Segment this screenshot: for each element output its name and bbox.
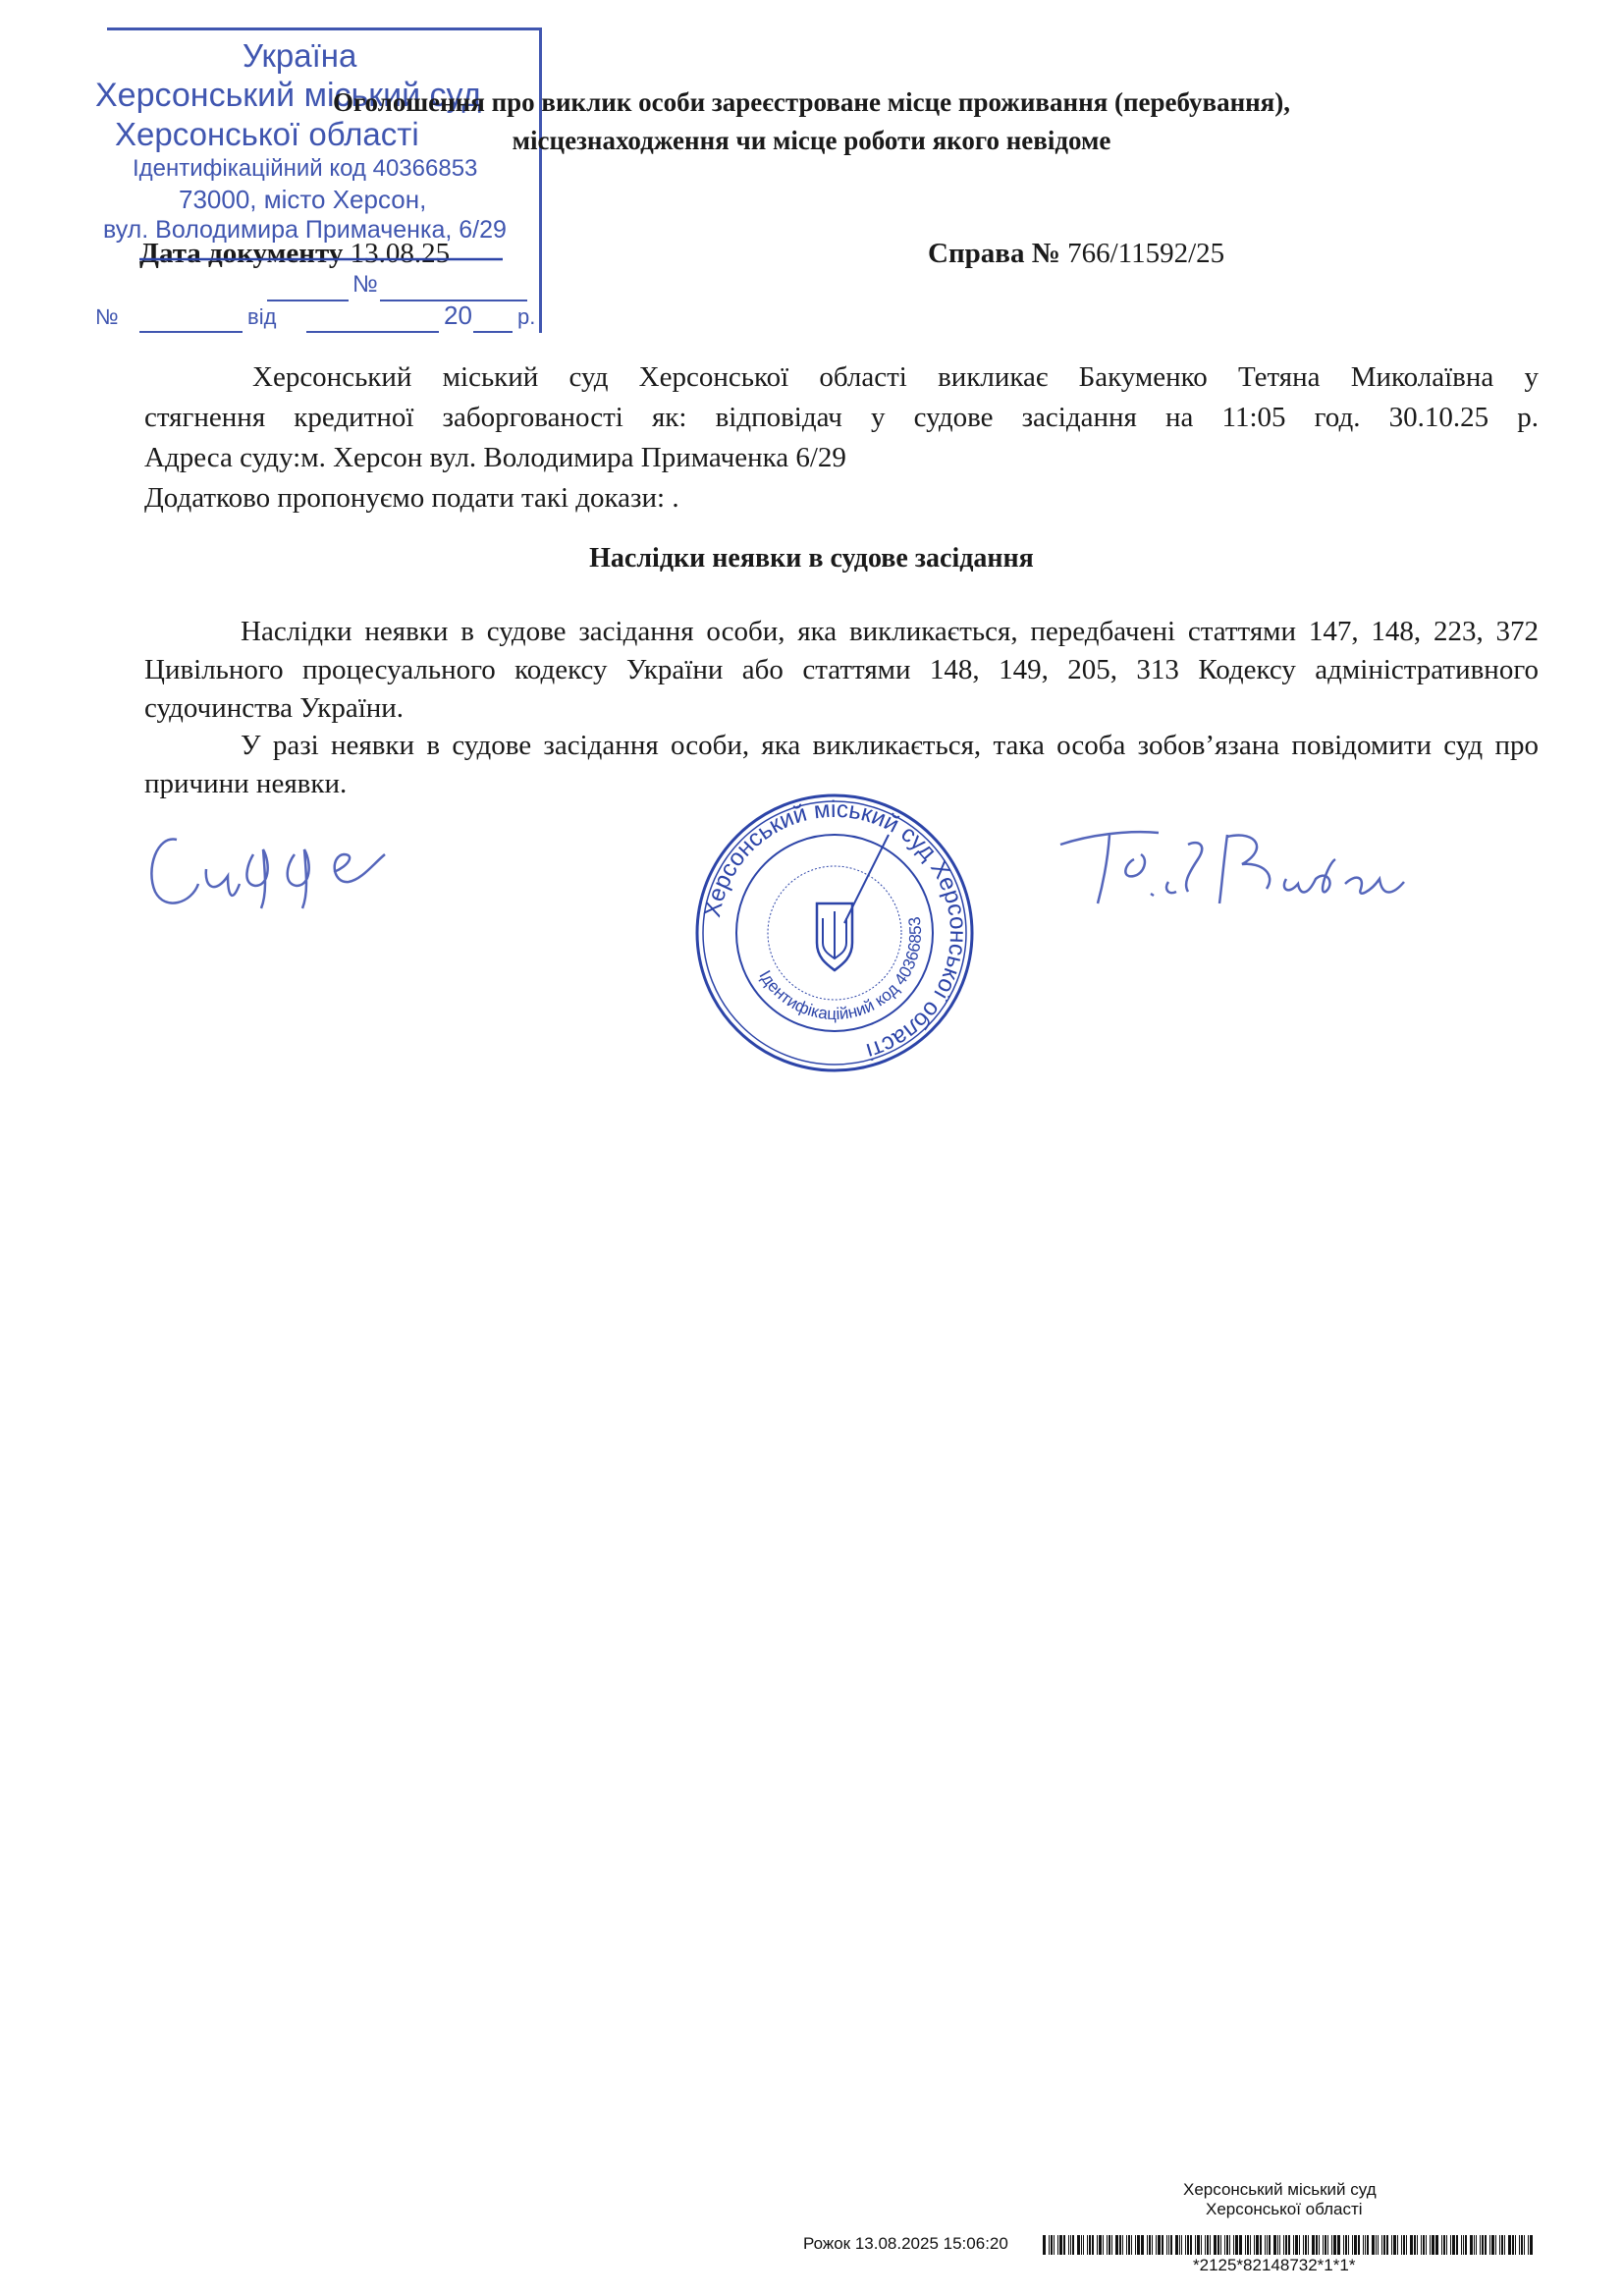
barcode-bar <box>1327 2235 1328 2255</box>
barcode-bar <box>1181 2235 1182 2255</box>
barcode-bar <box>1524 2235 1525 2255</box>
barcode-bar <box>1474 2235 1475 2255</box>
stamp-number-2: № <box>95 304 119 329</box>
barcode-bar <box>1367 2235 1369 2255</box>
barcode-bar <box>1381 2235 1382 2255</box>
barcode-bar <box>1063 2235 1065 2255</box>
barcode-bar <box>1131 2235 1132 2255</box>
barcode-bar <box>1107 2235 1108 2255</box>
barcode-bar <box>1273 2235 1276 2255</box>
barcode-bar <box>1423 2235 1425 2255</box>
barcode-bar <box>1521 2235 1523 2255</box>
barcode-bar <box>1363 2235 1364 2255</box>
barcode-bar <box>1331 2235 1332 2255</box>
barcode-bar <box>1277 2235 1278 2255</box>
barcode-bar <box>1135 2235 1136 2255</box>
footer-court-line-1: Херсонський міський суд <box>1183 2180 1377 2199</box>
barcode-bar <box>1499 2235 1500 2255</box>
date-label: Дата документу <box>139 238 344 269</box>
barcode-bar <box>1417 2235 1418 2255</box>
seal-outer-text: Херсонський міський суд Херсонської області <box>699 795 972 1066</box>
barcode-bar <box>1197 2235 1200 2255</box>
barcode-bar <box>1260 2235 1262 2255</box>
barcode-bar <box>1383 2235 1385 2255</box>
barcode-bar <box>1220 2235 1221 2255</box>
barcode-bar <box>1354 2235 1357 2255</box>
barcode-bar <box>1158 2235 1161 2255</box>
barcode-bar <box>1239 2235 1242 2255</box>
barcode-bar <box>1352 2235 1353 2255</box>
barcode-bar <box>1406 2235 1407 2255</box>
footer-court-line-2: Херсонської області <box>1206 2200 1363 2218</box>
stamp-number-1: № <box>352 271 378 298</box>
barcode-bar <box>1229 2235 1230 2255</box>
barcode-bar <box>1365 2235 1366 2255</box>
barcode-bar <box>1489 2235 1490 2255</box>
barcode-bar <box>1345 2235 1347 2255</box>
barcode-bar <box>1089 2235 1091 2255</box>
barcode-bar <box>1430 2235 1431 2255</box>
barcode-bar <box>1495 2235 1496 2255</box>
barcode-bar <box>1530 2235 1533 2255</box>
stamp-year-suffix: р. <box>517 304 536 329</box>
barcode-bar <box>1185 2235 1186 2255</box>
barcode-bar <box>1168 2235 1169 2255</box>
barcode-bar <box>1397 2235 1398 2255</box>
barcode-bar <box>1348 2235 1349 2255</box>
barcode-bar <box>1254 2235 1255 2255</box>
date-value: 13.08.25 <box>350 238 451 269</box>
barcode-bar <box>1152 2235 1153 2255</box>
barcode-bar <box>1224 2235 1225 2255</box>
barcode-bar <box>1279 2235 1280 2255</box>
barcode-bar <box>1305 2235 1307 2255</box>
barcode-bar <box>1205 2235 1206 2255</box>
section-heading: Наслідки неявки в судове засідання <box>589 543 1034 574</box>
barcode-bar <box>1166 2235 1167 2255</box>
barcode-bar <box>1179 2235 1180 2255</box>
barcode-bar <box>1441 2235 1442 2255</box>
barcode-bar <box>1512 2235 1514 2255</box>
stamp-country: Україна <box>243 37 357 74</box>
barcode-bar <box>1450 2235 1451 2255</box>
barcode-bar <box>1456 2235 1458 2255</box>
stamp-court: Херсонський міський суд <box>95 77 482 114</box>
case-label: Справа № <box>928 238 1060 269</box>
barcode-bar <box>1465 2235 1467 2255</box>
barcode-bar <box>1265 2235 1266 2255</box>
barcode-bar <box>1207 2235 1209 2255</box>
barcode-bar <box>1051 2235 1053 2255</box>
barcode-bar <box>1504 2235 1505 2255</box>
barcode-bar <box>1288 2235 1290 2255</box>
barcode-bar <box>1470 2235 1473 2255</box>
barcode-bar <box>1122 2235 1123 2255</box>
barcode-bar <box>1482 2235 1484 2255</box>
barcode-bar <box>1401 2235 1402 2255</box>
barcode-bar <box>1256 2235 1259 2255</box>
barcode-bar <box>1515 2235 1516 2255</box>
barcode-bar <box>1092 2235 1094 2255</box>
barcode-bar <box>1149 2235 1151 2255</box>
footer-user-timestamp: Рожок 13.08.2025 15:06:20 <box>803 2234 1008 2253</box>
barcode-bar <box>1303 2235 1304 2255</box>
barcode-bar <box>1372 2235 1375 2255</box>
barcode-bar <box>1285 2235 1287 2255</box>
court-address: Адреса суду:м. Херсон вул. Володимира Примаченка 6/29 <box>144 442 846 473</box>
barcode-bar <box>1358 2235 1360 2255</box>
barcode-bar <box>1343 2235 1344 2255</box>
barcode-bar <box>1293 2235 1294 2255</box>
barcode-bar <box>1175 2235 1178 2255</box>
stamp-code: Ідентифікаційний код 40366853 <box>133 155 478 182</box>
barcode-bar <box>1190 2235 1192 2255</box>
barcode-bar <box>1170 2235 1172 2255</box>
barcode-bar <box>1308 2235 1309 2255</box>
barcode-bar <box>1109 2235 1110 2255</box>
barcode-bar <box>1295 2235 1298 2255</box>
barcode-bar <box>1519 2235 1520 2255</box>
barcode-bar <box>1283 2235 1284 2255</box>
barcode-bar <box>1316 2235 1318 2255</box>
case-number <box>928 238 1224 270</box>
barcode-bar <box>1414 2235 1416 2255</box>
round-seal <box>687 786 982 1080</box>
barcode-bar <box>1233 2235 1234 2255</box>
barcode-bar <box>1077 2235 1080 2255</box>
barcode-bar <box>1226 2235 1228 2255</box>
barcode-bar <box>1147 2235 1148 2255</box>
barcode-bar <box>1508 2235 1511 2255</box>
barcode-bar <box>1162 2235 1163 2255</box>
barcode-bar <box>1214 2235 1217 2255</box>
stamp-city: 73000, місто Херсон, <box>179 185 427 214</box>
barcode-bar <box>1210 2235 1211 2255</box>
judge-handwriting <box>137 815 403 923</box>
barcode-bar <box>1126 2235 1127 2255</box>
barcode-bar <box>1501 2235 1503 2255</box>
barcode-bar <box>1235 2235 1238 2255</box>
summons-line-2: стягнення кредитної заборгованості як: відповідач у судове засідання на 11:05 год. 30.10.25 р. <box>144 402 1539 433</box>
barcode-bar <box>1480 2235 1481 2255</box>
barcode-bar <box>1137 2235 1140 2255</box>
barcode-bar <box>1443 2235 1445 2255</box>
barcode-bar <box>1446 2235 1447 2255</box>
seal-inner-text: Ідентифікаційний код 40366853 <box>755 915 926 1024</box>
judge-signature <box>1041 805 1424 933</box>
stamp-from: від <box>247 304 277 329</box>
barcode-bar <box>1432 2235 1434 2255</box>
barcode-bar <box>1195 2235 1196 2255</box>
barcode-bar <box>1463 2235 1464 2255</box>
summons-body <box>144 357 1539 519</box>
barcode-bar <box>1115 2235 1118 2255</box>
stamp-street: вул. Володимира Примаченка, 6/29 <box>103 216 507 244</box>
barcode-bar <box>1059 2235 1062 2255</box>
barcode-bar <box>1528 2235 1529 2255</box>
barcode-bar <box>1043 2235 1046 2255</box>
barcode-bar <box>1491 2235 1494 2255</box>
case-value: 766/11592/25 <box>1067 238 1225 269</box>
barcode-bar <box>1099 2235 1102 2255</box>
consequences-paragraph-2: У разі неявки в судове засідання особи, яка викликається, така особа зобов’язана повідомити суд про причини неявки. <box>144 730 1539 799</box>
barcode-bar <box>1452 2235 1455 2255</box>
barcode-bar <box>1068 2235 1069 2255</box>
barcode-bar <box>1245 2235 1246 2255</box>
barcode-bar <box>1386 2235 1388 2255</box>
barcode-bar <box>1087 2235 1088 2255</box>
stamp-year: 20 <box>444 301 472 330</box>
barcode-bar <box>1049 2235 1050 2255</box>
barcode-bar <box>1312 2235 1315 2255</box>
barcode-bar <box>1421 2235 1422 2255</box>
date-strike <box>137 246 511 275</box>
barcode-bar <box>1319 2235 1320 2255</box>
barcode-bar <box>1072 2235 1074 2255</box>
barcode-bar <box>1391 2235 1392 2255</box>
barcode-bar <box>1461 2235 1462 2255</box>
stamp-underlines <box>95 27 547 337</box>
barcode-bar <box>1323 2235 1324 2255</box>
barcode-bar <box>1128 2235 1130 2255</box>
barcode-bar <box>1485 2235 1487 2255</box>
barcode-bar <box>1119 2235 1121 2255</box>
barcode-bar <box>1378 2235 1379 2255</box>
barcode-bar <box>1070 2235 1071 2255</box>
barcode-bar <box>1269 2235 1271 2255</box>
barcode-bar <box>1103 2235 1104 2255</box>
barcode-bar <box>1187 2235 1189 2255</box>
barcode-bar <box>1333 2235 1336 2255</box>
barcode-bar <box>1299 2235 1300 2255</box>
corner-stamp <box>95 27 547 337</box>
document-title-line-1: Оголошення про виклик особи зареєстроване місце проживання (перебування), <box>332 87 1291 117</box>
barcode-text: *2125*82148732*1*1* <box>1193 2256 1356 2274</box>
barcode-bar <box>1476 2235 1477 2255</box>
barcode-bar <box>1393 2235 1396 2255</box>
barcode-bar <box>1410 2235 1413 2255</box>
barcode-bar <box>1111 2235 1112 2255</box>
document-barcode <box>1043 2235 1543 2255</box>
barcode-bar <box>1081 2235 1082 2255</box>
stamp-region: Херсонської області <box>115 116 419 152</box>
barcode-bar <box>1435 2235 1438 2255</box>
barcode-bar <box>1247 2235 1249 2255</box>
barcode-bar <box>1325 2235 1326 2255</box>
summons-line-1: Херсонський міський суд Херсонської області викликає Бакуменко Тетяна Миколаївна у <box>252 361 1539 393</box>
barcode-bar <box>1426 2235 1427 2255</box>
barcode-bar <box>1201 2235 1202 2255</box>
barcode-bar <box>1057 2235 1058 2255</box>
document-title-line-2: місцезнаходження чи місце роботи якого невідоме <box>512 126 1111 155</box>
barcode-bar <box>1376 2235 1377 2255</box>
barcode-bar <box>1054 2235 1055 2255</box>
barcode-bar <box>1267 2235 1268 2255</box>
barcode-bar <box>1156 2235 1157 2255</box>
barcode-bar <box>1097 2235 1098 2255</box>
barcode-bar <box>1141 2235 1144 2255</box>
barcode-bar <box>1403 2235 1405 2255</box>
barcode-bar <box>1083 2235 1084 2255</box>
consequences-paragraph-1: Наслідки неявки в судове засідання особи, яка викликається, передбачені статтями 147, 148, 223, 372 Цивільного процесуального кодексу України або статтями 148, 149, 205, 313 Кодексу адміністративного судочинства України. <box>144 616 1539 724</box>
barcode-bar <box>1337 2235 1340 2255</box>
barcode-bar <box>1217 2235 1219 2255</box>
evidence-request: Додатково пропонуємо подати такі докази: . <box>144 482 679 514</box>
barcode-bar <box>1250 2235 1251 2255</box>
